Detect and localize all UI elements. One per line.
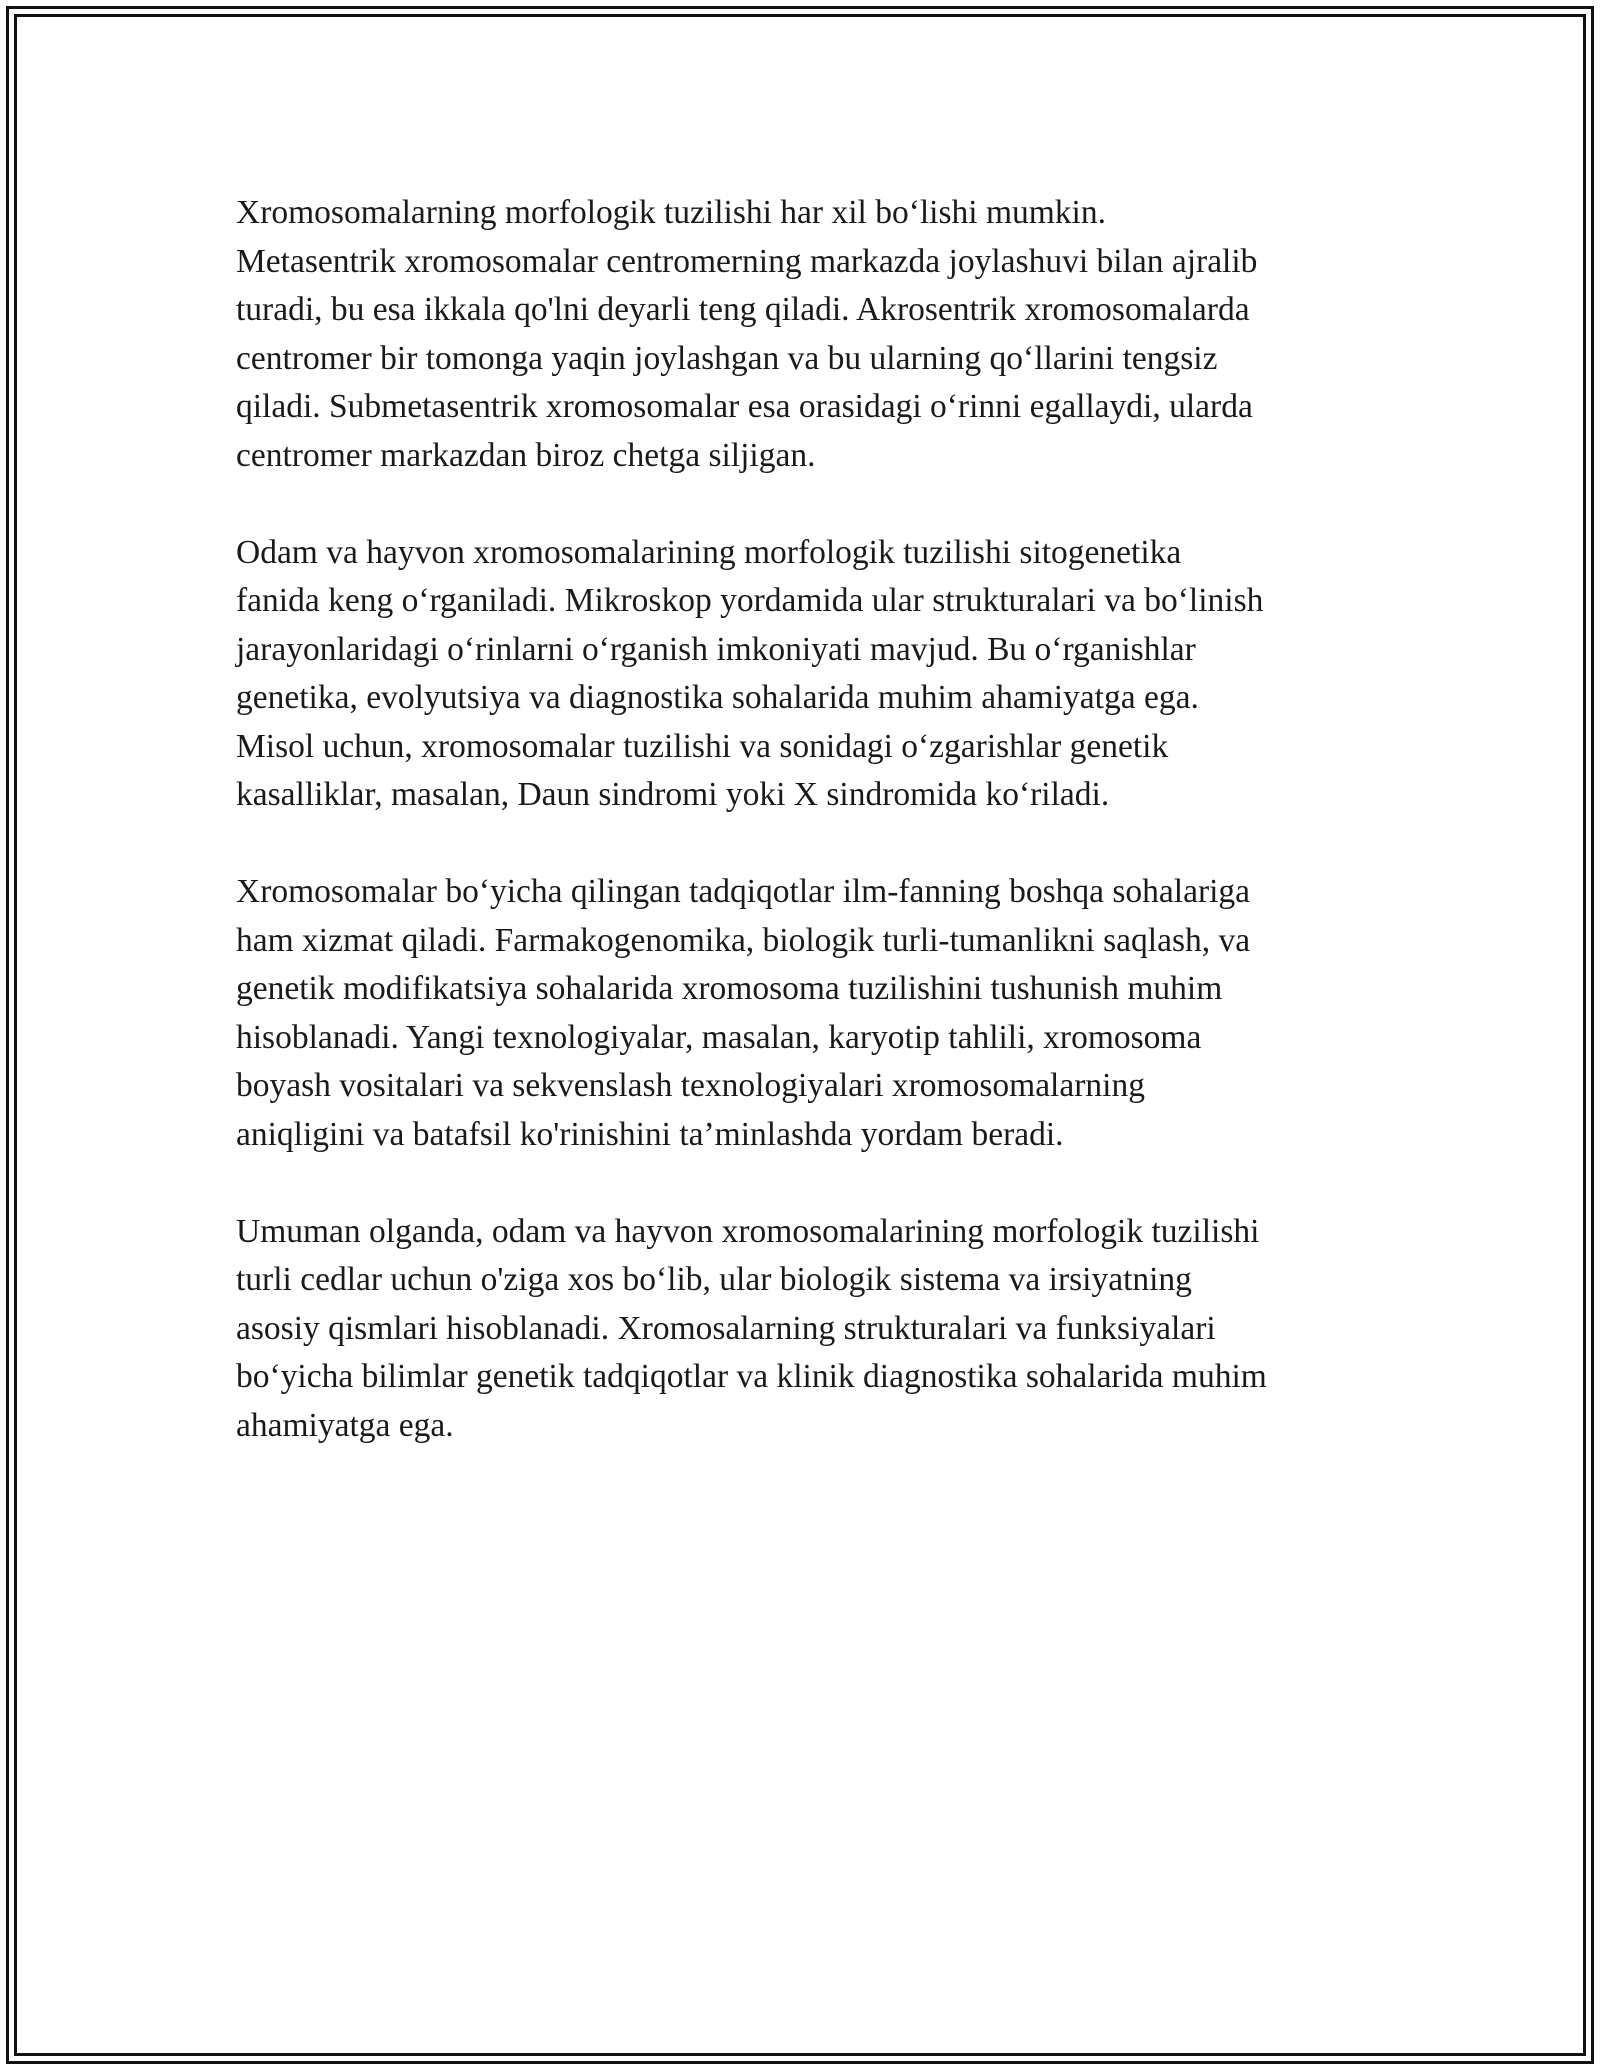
paragraph-2	[236, 529, 1376, 820]
paragraph-line: jarayonlaridagi o‘rinlarni o‘rganish imkoniyati mavjud. Bu o‘rganishlar	[236, 630, 1196, 668]
paragraph-line: centromer markazdan biroz chetga siljigan.	[236, 436, 816, 474]
paragraph-3	[236, 868, 1376, 1159]
paragraph-line: ahamiyatga ega.	[236, 1406, 454, 1444]
paragraph-line: Misol uchun, xromosomalar tuzilishi va sonidagi o‘zgarishlar genetik	[236, 727, 1169, 765]
paragraph-1	[236, 189, 1376, 480]
paragraph-line: genetika, evolyutsiya va diagnostika sohalarida muhim ahamiyatga ega.	[236, 679, 1199, 716]
paragraph-line: centromer bir tomonga yaqin joylashgan va bu ularning qo‘llarini tengsiz	[236, 339, 1218, 377]
paragraph-line: kasalliklar, masalan, Daun sindromi yoki X sindromida ko‘riladi.	[236, 776, 1110, 813]
paragraph-line: Odam va hayvon xromosomalarining morfologik tuzilishi sitogenetika	[236, 533, 1182, 571]
paragraph-line: Metasentrik xromosomalar centromerning markazda joylashuvi bilan ajralib	[236, 242, 1258, 280]
paragraph-line: qiladi. Submetasentrik xromosomalar esa orasidagi o‘rinni egallaydi, ularda	[236, 388, 1253, 425]
paragraph-line: bo‘yicha bilimlar genetik tadqiqotlar va klinik diagnostika sohalarida muhim	[236, 1358, 1267, 1395]
paragraph-line: turli cedlar uchun o'ziga xos bo‘lib, ular biologik sistema va irsiyatning	[236, 1261, 1192, 1298]
paragraph-line: asosiy qismlari hisoblanadi. Xromosalarning strukturalari va funksiyalari	[236, 1309, 1216, 1347]
paragraph-line: aniqligini va batafsil ko'rinishini ta’minlashda yordam beradi.	[236, 1115, 1064, 1153]
paragraph-line: turadi, bu esa ikkala qo'lni deyarli teng qiladi. Akrosentrik xromosomalarda	[236, 291, 1250, 328]
paragraph-line: hisoblanadi. Yangi texnologiyalar, masalan, karyotip tahlili, xromosoma	[236, 1018, 1202, 1056]
paragraph-line: fanida keng o‘rganiladi. Mikroskop yordamida ular strukturalari va bo‘linish	[236, 582, 1264, 619]
paragraph-line: Umuman olganda, odam va hayvon xromosomalarining morfologik tuzilishi	[236, 1212, 1260, 1250]
paragraph-line: genetik modifikatsiya sohalarida xromosoma tuzilishini tushunish muhim	[236, 970, 1223, 1007]
paragraph-line: Xromosomalarning morfologik tuzilishi har xil bo‘lishi mumkin.	[236, 194, 1106, 231]
paragraph-4	[236, 1208, 1376, 1451]
paragraph-line: boyash vositalari va sekvenslash texnologiyalari xromosomalarning	[236, 1067, 1145, 1104]
document-body	[236, 189, 1376, 1499]
paragraph-line: Xromosomalar bo‘yicha qilingan tadqiqotlar ilm-fanning boshqa sohalariga	[236, 873, 1251, 910]
paragraph-line: ham xizmat qiladi. Farmakogenomika, biologik turli-tumanlikni saqlash, va	[236, 921, 1251, 959]
